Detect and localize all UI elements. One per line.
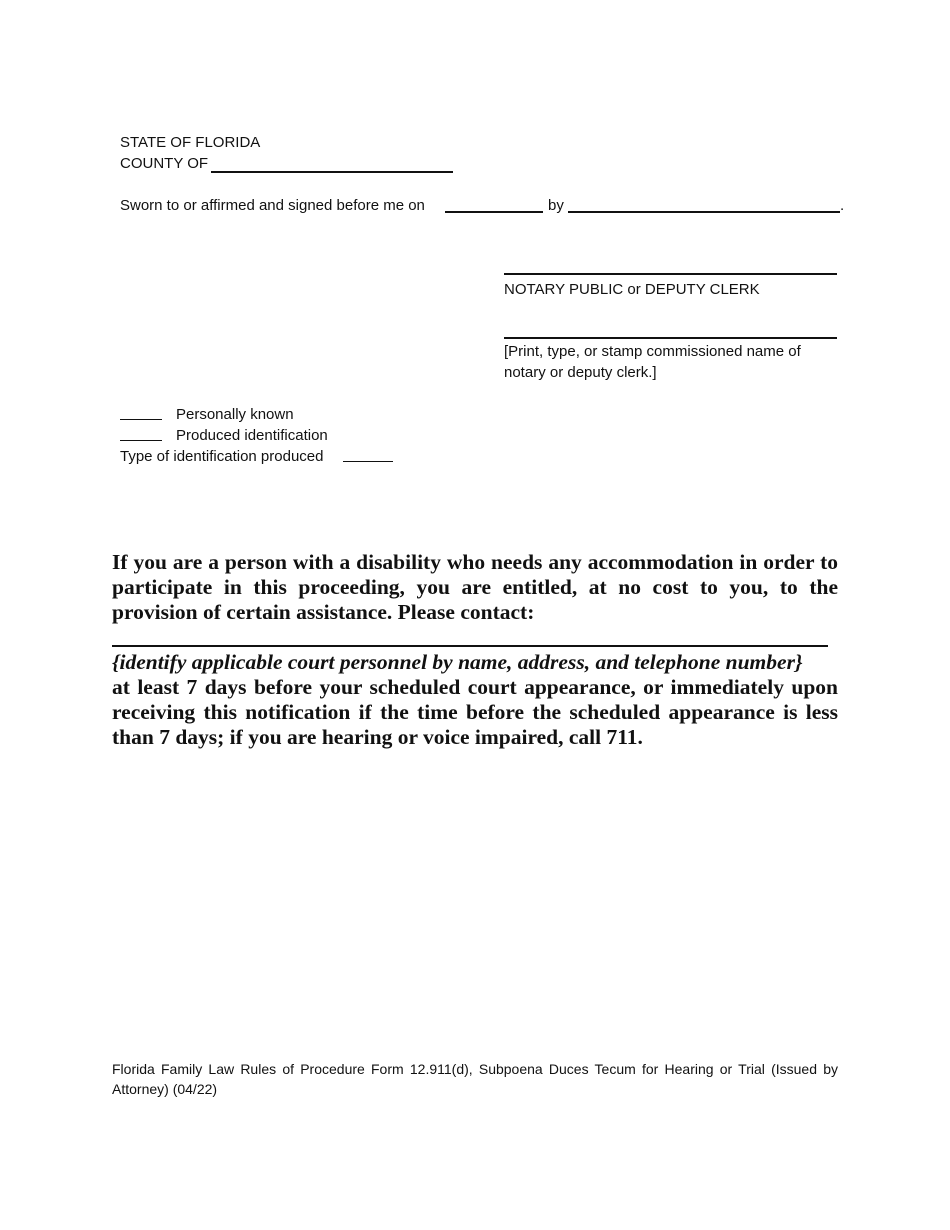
- county-blank[interactable]: [211, 171, 453, 173]
- ada-contact-placeholder: {identify applicable court personnel by name, address, and telephone number}: [112, 650, 803, 674]
- personally-known-blank[interactable]: [120, 419, 162, 420]
- notary-print-name-line[interactable]: [504, 337, 837, 339]
- period: .: [840, 197, 845, 214]
- print-name-label-line1: [Print, type, or stamp commissioned name of: [504, 343, 801, 360]
- identification-type-label: Type of identification produced: [120, 448, 324, 465]
- print-name-label-line2: notary or deputy clerk.]: [504, 364, 657, 381]
- state-label: STATE OF FLORIDA: [120, 134, 261, 151]
- notary-signature-label: NOTARY PUBLIC or DEPUTY CLERK: [504, 281, 760, 298]
- ada-notice-paragraph: If you are a person with a disability who needs any accommodation in order to participate in this proceeding, you are entitled, at no cost to you, to the provision of certain assistance. Please contact:: [112, 550, 838, 624]
- date-blank[interactable]: [445, 211, 543, 213]
- ada-deadline-paragraph: at least 7 days before your scheduled court appearance, or immediately upon receiving this notification if the time before the scheduled appearance is less than 7 days; if you are hearing or voice impaired, call 711.: [112, 675, 838, 749]
- affiant-name-blank[interactable]: [568, 211, 840, 213]
- form-footer: Florida Family Law Rules of Procedure Form 12.911(d), Subpoena Duces Tecum for Hearing or Trial (Issued by Attorney) (04/22): [112, 1061, 838, 1097]
- county-label: COUNTY OF: [120, 155, 209, 172]
- produced-identification-blank[interactable]: [120, 440, 162, 441]
- identification-type-blank[interactable]: [343, 461, 393, 462]
- sworn-text: Sworn to or affirmed and signed before me on: [120, 197, 425, 214]
- by-label: by: [548, 197, 564, 214]
- notary-signature-line[interactable]: [504, 273, 837, 275]
- ada-contact-blank[interactable]: [112, 645, 828, 647]
- produced-identification-label: Produced identification: [176, 427, 328, 444]
- personally-known-label: Personally known: [176, 406, 294, 423]
